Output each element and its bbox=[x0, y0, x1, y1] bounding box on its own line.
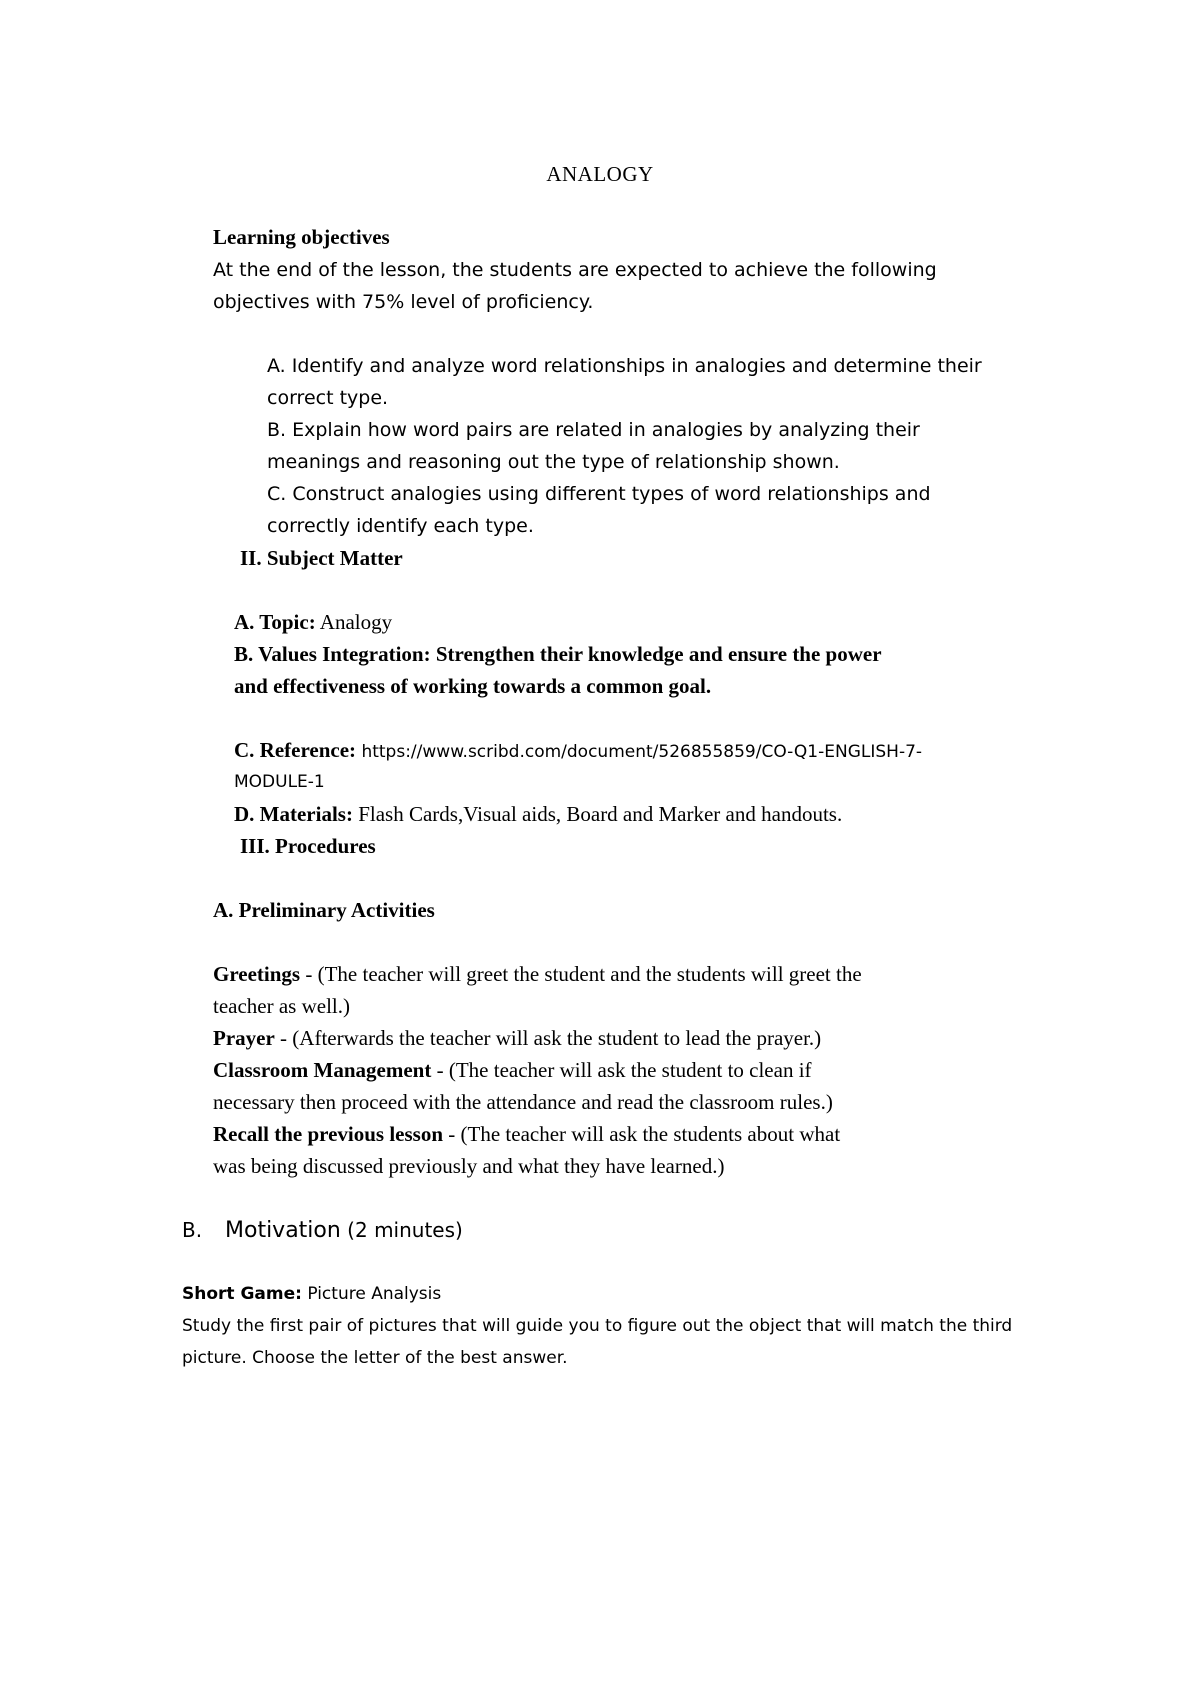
motivation-duration: (2 minutes) bbox=[340, 1218, 463, 1242]
materials-line bbox=[234, 798, 842, 830]
classroom-line-2: necessary then proceed with the attendance and read the classroom rules.) bbox=[213, 1090, 833, 1114]
objective-a-line-2: correct type. bbox=[267, 387, 389, 409]
objectives-heading: Learning objectives bbox=[213, 225, 390, 249]
reference-line bbox=[234, 734, 922, 766]
subject-matter-heading: II. Subject Matter bbox=[240, 546, 403, 570]
greetings-line-1 bbox=[213, 958, 862, 990]
objectives-intro-line-2: objectives with 75% level of proficiency. bbox=[213, 291, 594, 313]
procedures-heading: III. Procedures bbox=[240, 834, 376, 858]
topic-line bbox=[234, 606, 392, 638]
motivation-heading bbox=[225, 1214, 463, 1246]
objective-b-line-2: meanings and reasoning out the type of relationship shown. bbox=[267, 451, 840, 473]
objective-c-line-1: C. Construct analogies using different types of word relationships and bbox=[267, 483, 931, 505]
reference-link-continued[interactable]: MODULE-1 bbox=[234, 772, 325, 792]
objective-b-line-1: B. Explain how word pairs are related in analogies by analyzing their bbox=[267, 419, 920, 441]
objectives-intro-line-1: At the end of the lesson, the students are expected to achieve the following bbox=[213, 259, 937, 281]
preliminary-activities-heading: A. Preliminary Activities bbox=[213, 898, 435, 922]
short-game-label: Short Game: bbox=[182, 1284, 302, 1304]
document-title: ANALOGY bbox=[546, 162, 654, 186]
instruction-line-1: Study the first pair of pictures that will guide you to figure out the object that will match the third bbox=[182, 1316, 1013, 1336]
recall-text: - (The teacher will ask the students about what bbox=[443, 1122, 841, 1146]
motivation-label: Motivation bbox=[225, 1218, 341, 1243]
recall-line-2: was being discussed previously and what they have learned.) bbox=[213, 1154, 725, 1178]
recall-line-1 bbox=[213, 1118, 840, 1150]
prayer-text: - (Afterwards the teacher will ask the student to lead the prayer.) bbox=[274, 1026, 822, 1050]
classroom-text: - (The teacher will ask the student to clean if bbox=[431, 1058, 812, 1082]
recall-label: Recall the previous lesson bbox=[213, 1122, 444, 1146]
materials-value: Flash Cards,Visual aids, Board and Marker and handouts. bbox=[352, 802, 843, 826]
classroom-label: Classroom Management bbox=[213, 1058, 432, 1082]
values-integration-line-1: B. Values Integration: Strengthen their knowledge and ensure the power bbox=[234, 642, 882, 666]
short-game-value: Picture Analysis bbox=[301, 1284, 442, 1304]
materials-label: D. Materials: bbox=[234, 802, 353, 826]
prayer-label: Prayer bbox=[213, 1026, 275, 1050]
greetings-text: - (The teacher will greet the student and the students will greet the bbox=[300, 962, 862, 986]
instruction-line-2: picture. Choose the letter of the best answer. bbox=[182, 1348, 568, 1368]
reference-label: C. Reference: bbox=[234, 738, 357, 762]
greetings-label: Greetings bbox=[213, 962, 301, 986]
short-game-line bbox=[182, 1278, 441, 1310]
values-integration-line-2: and effectiveness of working towards a common goal. bbox=[234, 674, 712, 698]
motivation-letter: B. bbox=[182, 1218, 203, 1242]
objective-c-line-2: correctly identify each type. bbox=[267, 515, 534, 537]
objective-a-line-1: A. Identify and analyze word relationships in analogies and determine their bbox=[267, 355, 982, 377]
topic-value: Analogy bbox=[315, 610, 393, 634]
greetings-line-2: teacher as well.) bbox=[213, 994, 351, 1018]
reference-link[interactable]: https://www.scribd.com/document/526855859/CO-Q1-ENGLISH-7- bbox=[356, 742, 923, 762]
prayer-line bbox=[213, 1022, 821, 1054]
classroom-line-1 bbox=[213, 1054, 812, 1086]
topic-label: A. Topic: bbox=[234, 610, 316, 634]
